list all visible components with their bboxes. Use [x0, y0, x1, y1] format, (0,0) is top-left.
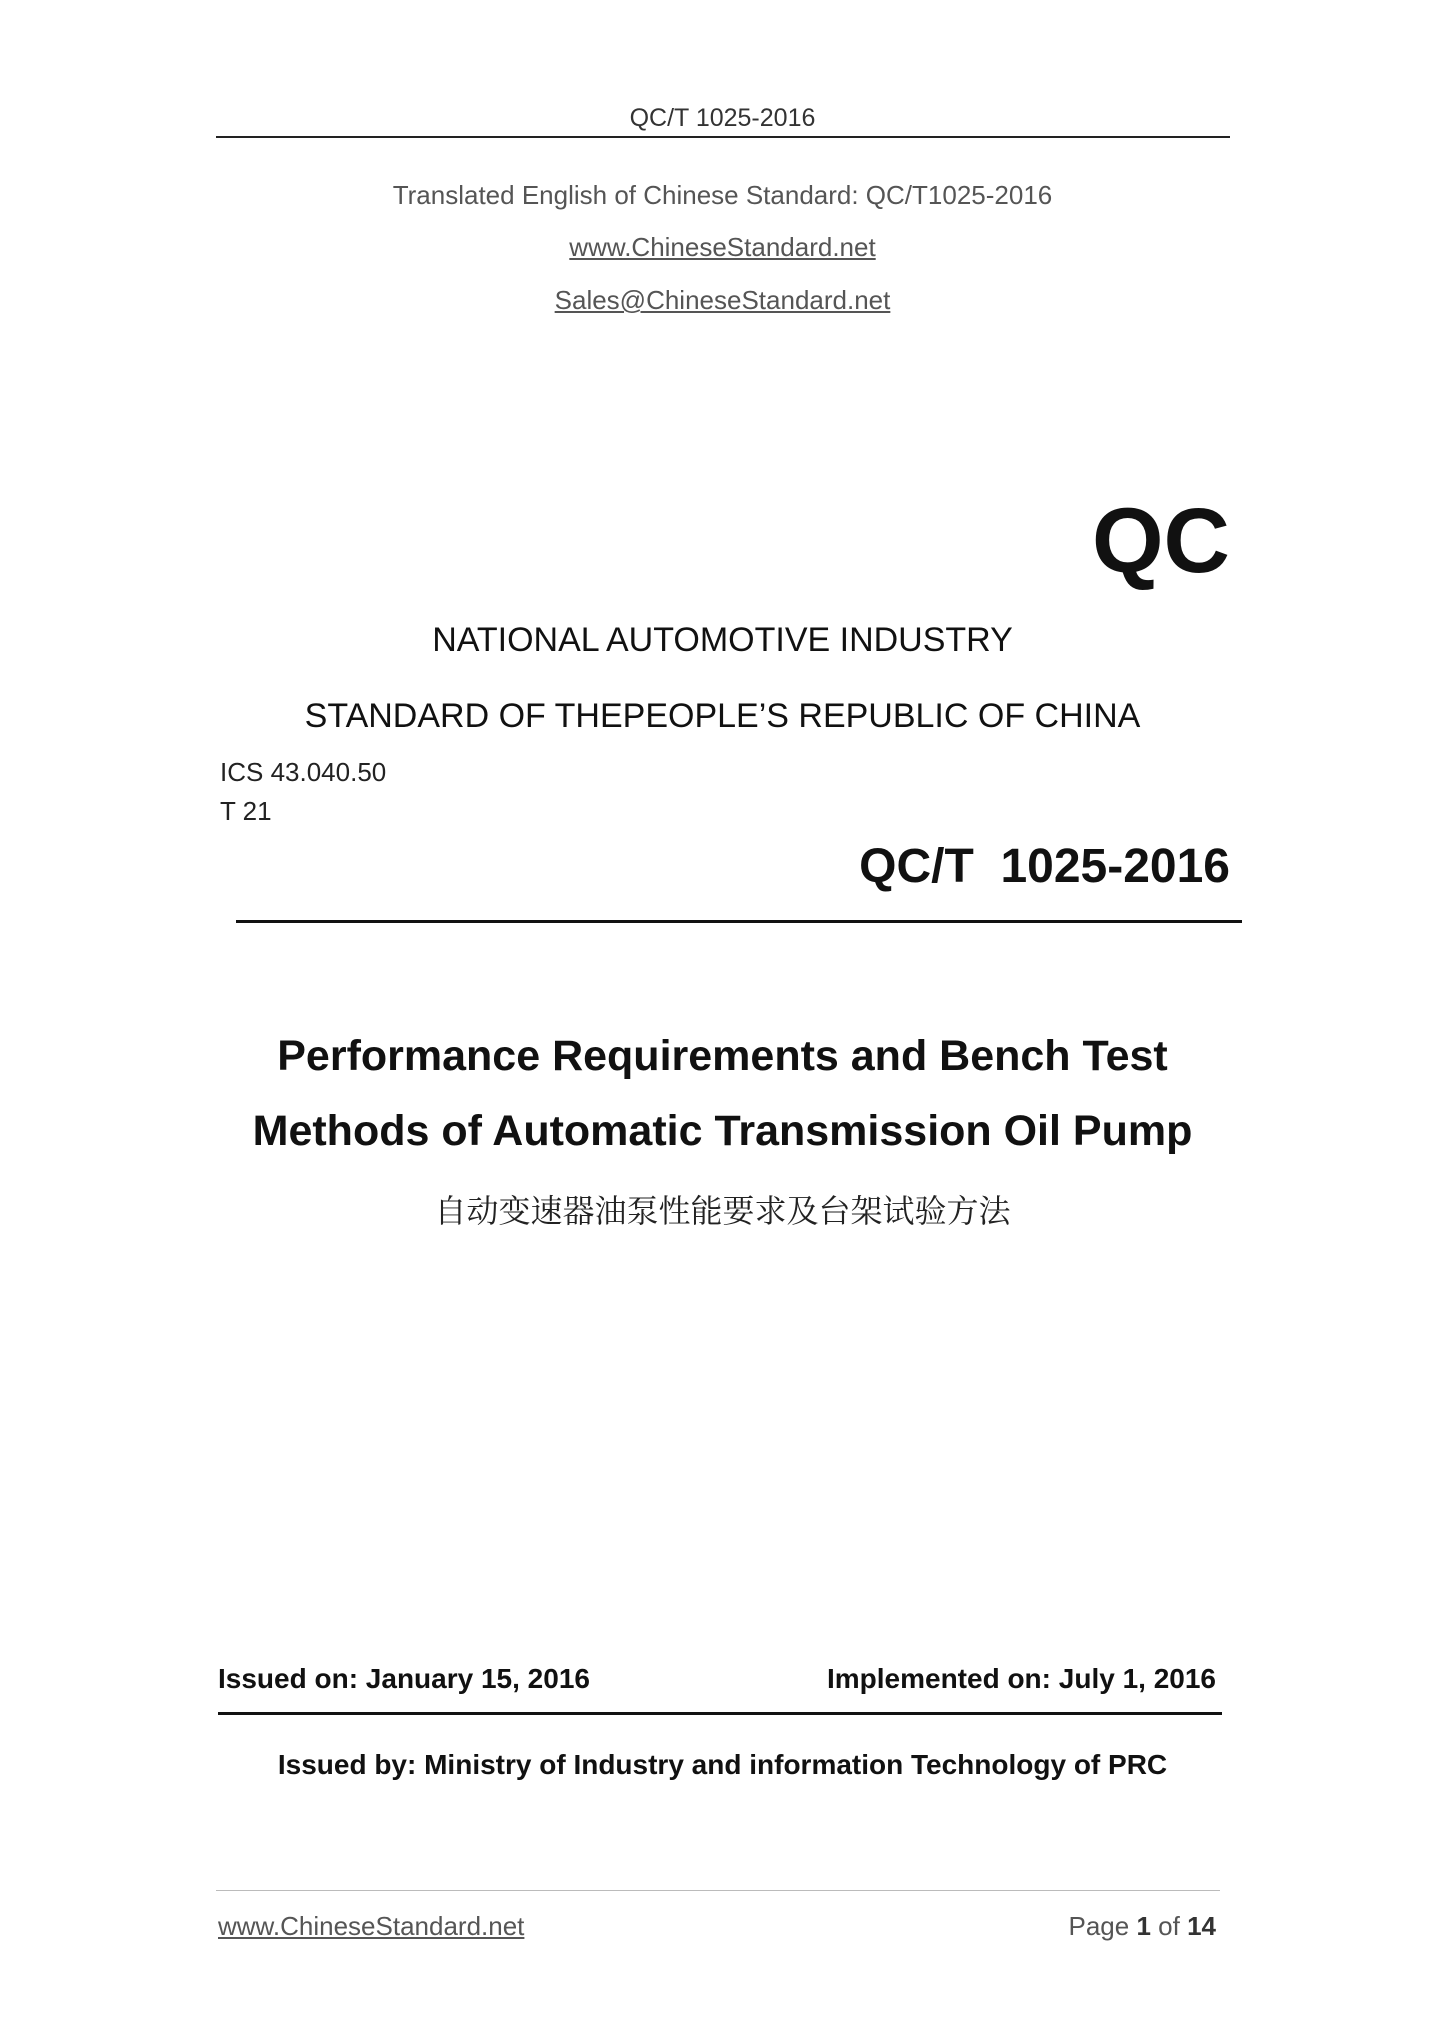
issuing-body-line1: NATIONAL AUTOMOTIVE INDUSTRY [432, 621, 1013, 659]
issued-by: Issued by: Ministry of Industry and information Technology of PRC [277, 1749, 1168, 1780]
running-header: QC/T 1025-2016 [629, 104, 816, 132]
sales-email-link[interactable]: Sales@ChineseStandard.net [554, 285, 891, 315]
title-divider [236, 920, 1242, 923]
t-code: T 21 [220, 796, 272, 826]
standard-number: QC/T 1025-2016 [859, 840, 1230, 893]
document-title-chinese: 自动变速器油泵性能要求及台架试验方法 [434, 1192, 1011, 1230]
page-total: 14 [1187, 1911, 1216, 1941]
website-link[interactable]: www.ChineseStandard.net [569, 232, 876, 262]
header-divider [216, 136, 1230, 138]
document-title-line1: Performance Requirements and Bench Test [277, 1032, 1168, 1080]
page-prefix: Page [1068, 1911, 1130, 1941]
issue-divider [218, 1712, 1222, 1715]
qc-mark: QC [1092, 490, 1230, 592]
footer-website-link[interactable]: www.ChineseStandard.net [218, 1911, 525, 1941]
issuing-body-line2: STANDARD OF THEPEOPLE’S REPUBLIC OF CHINA [304, 697, 1141, 735]
ics-code: ICS 43.040.50 [220, 757, 387, 787]
translation-note: Translated English of Chinese Standard: QC/T1025-2016 [392, 180, 1053, 210]
document-title-line2: Methods of Automatic Transmission Oil Pump [252, 1107, 1193, 1155]
page-indicator [900, 1911, 1216, 1942]
issued-on-date: Issued on: January 15, 2016 [218, 1663, 590, 1694]
implemented-on-date: Implemented on: July 1, 2016 [826, 1663, 1216, 1694]
page-current: 1 [1136, 1911, 1151, 1941]
page-of: of [1158, 1911, 1180, 1941]
footer-divider [216, 1890, 1220, 1891]
